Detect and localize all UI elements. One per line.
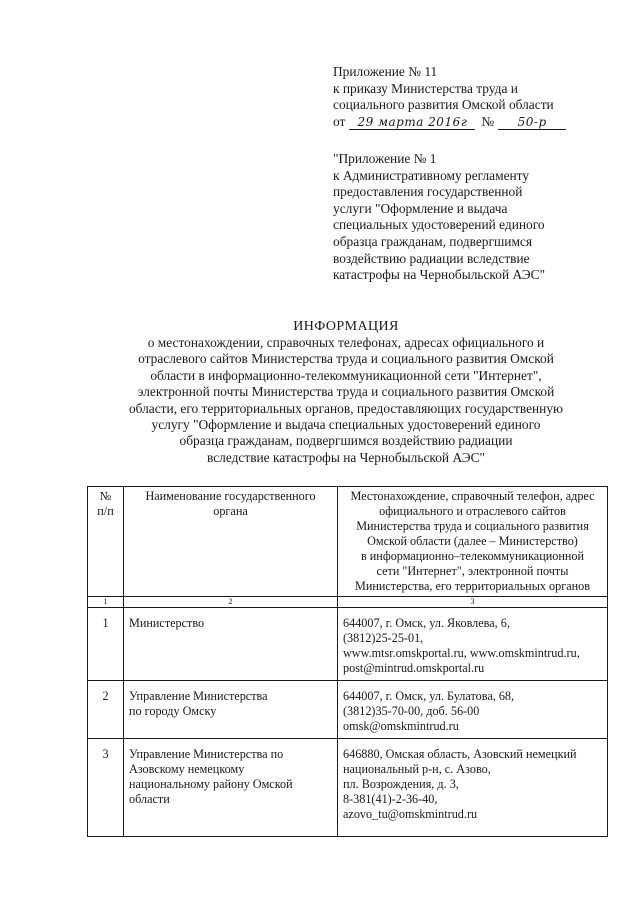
appendix-order-line: к приказу Министерства труда и <box>333 80 518 96</box>
row-name: Министерство <box>124 608 338 681</box>
number-prefix: № <box>481 113 495 129</box>
info-table <box>87 486 608 837</box>
appendix-title: Приложение № 11 <box>333 64 438 79</box>
row-info: 644007, г. Омск, ул. Яковлева, 6, (3812)25-25-01, www.mtsr.omskportal.ru, www.omskmintrud.ru, post@mintrud.omskportal.ru <box>338 608 608 681</box>
heading-line: образца гражданам, подвергшимся воздействию радиации <box>179 433 513 449</box>
column-number: 2 <box>124 597 338 608</box>
header-name: Наименование государственного органа <box>124 487 338 597</box>
heading-title: ИНФОРМАЦИЯ <box>293 319 399 334</box>
row-number: 3 <box>88 739 124 837</box>
document-heading <box>86 318 606 466</box>
attachment-line: специальных удостоверений единого <box>333 217 545 233</box>
row-name: Управление Министерства по Азовскому немецкому национальному району Омской области <box>124 739 338 837</box>
appendix-ministry-line: социального развития Омской области <box>333 97 554 113</box>
attachment-line: предоставления государственной <box>333 184 523 200</box>
handwritten-date: 29 марта 2016г <box>349 115 475 130</box>
appendix-date-number-line <box>333 114 566 131</box>
table-header-row <box>88 487 608 597</box>
attachment-line: "Приложение № 1 <box>333 151 437 166</box>
heading-line: электронной почты Министерства труда и социального развития Омской <box>137 384 555 400</box>
header-info: Местонахождение, справочный телефон, адрес официального и отраслевого сайтов Министерства труда и социального развития Омской области (далее – Министерство) в информационно–телекоммуникационной сети "Интернет", электронной почты Министерства, его территориальных органов <box>338 487 608 597</box>
column-number: 3 <box>338 597 608 608</box>
attachment-line: катастрофы на Чернобыльской АЭС" <box>333 267 546 283</box>
heading-line: вследствие катастрофы на Чернобыльской АЭС" <box>206 449 486 465</box>
heading-line: отраслевого сайтов Министерства труда и социального развития Омской <box>138 351 554 367</box>
column-number: 1 <box>88 597 124 608</box>
date-prefix: от <box>333 113 346 129</box>
table-row <box>88 739 608 837</box>
attachment-block <box>333 151 545 284</box>
table-row <box>88 681 608 739</box>
attachment-line: воздействию радиации вследствие <box>333 250 530 266</box>
heading-line: о местонахождении, справочных телефонах, адресах официального и <box>147 335 545 350</box>
row-info: 646880, Омская область, Азовский немецкий национальный р-н, с. Азово, пл. Возрождения, д. 3, 8-381(41)-2-36-40, azovo_tu@omskmintrud.ru <box>338 739 608 837</box>
row-number: 2 <box>88 681 124 739</box>
row-name: Управление Министерства по городу Омску <box>124 681 338 739</box>
appendix-block <box>333 64 566 130</box>
column-number-row <box>88 597 608 608</box>
row-info: 644007, г. Омск, ул. Булатова, 68, (3812)35-70-00, доб. 56-00 omsk@omskmintrud.ru <box>338 681 608 739</box>
table-row <box>88 608 608 681</box>
handwritten-number: 50-р <box>498 115 566 130</box>
header-num: № п/п <box>88 487 124 597</box>
attachment-line: к Административному регламенту <box>333 167 530 183</box>
attachment-line: услуги "Оформление и выдача <box>333 200 508 216</box>
heading-line: услугу "Оформление и выдача специальных удостоверений единого <box>151 417 541 433</box>
attachment-line: образца гражданам, подвергшимся <box>333 233 533 249</box>
row-number: 1 <box>88 608 124 681</box>
heading-line: области в информационно-телекоммуникационной сети "Интернет", <box>150 367 542 383</box>
heading-line: области, его территориальных органов, предоставляющих государственную <box>128 400 564 416</box>
